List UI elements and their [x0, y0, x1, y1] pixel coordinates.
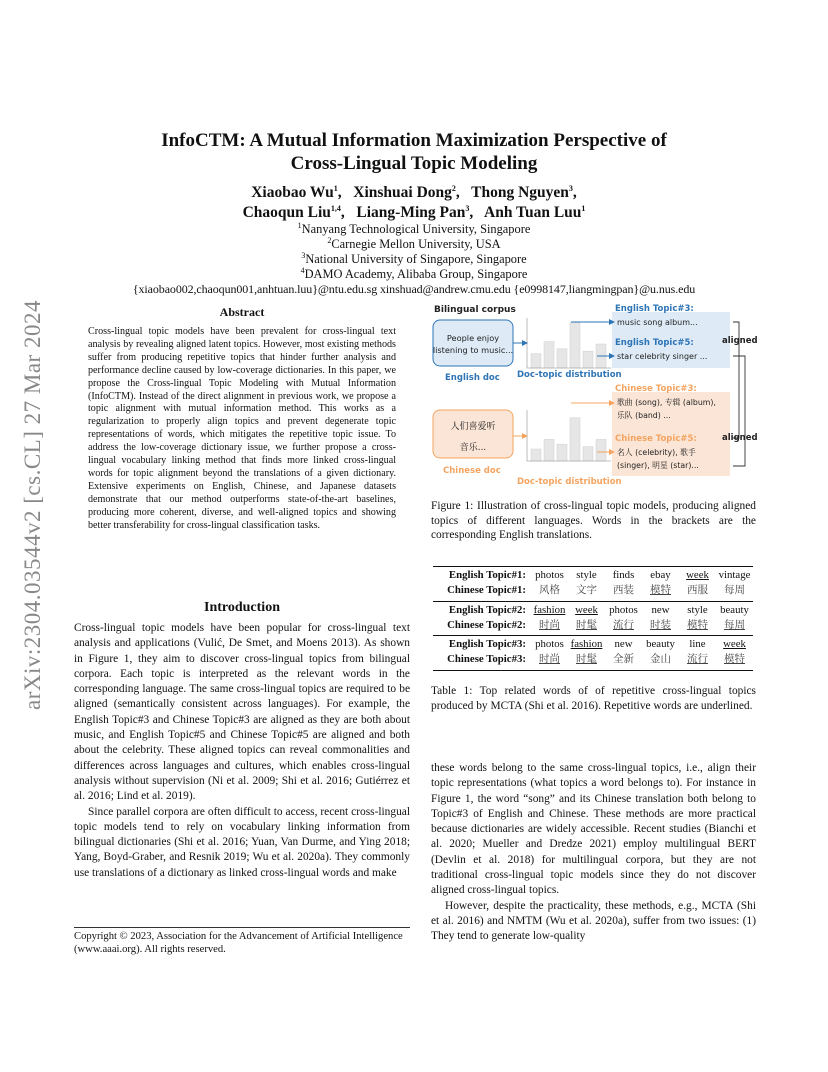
- topic-proportion-bar: [583, 447, 593, 461]
- topic-word: [642, 583, 679, 598]
- topic-proportion-bar: [596, 439, 606, 461]
- topic-word-text: 风格: [539, 584, 560, 597]
- topic-word: [568, 603, 605, 618]
- topic-word-text: week: [575, 603, 598, 616]
- topic-word: [716, 583, 753, 598]
- chinese-doc-label: Chinese doc: [443, 466, 501, 476]
- affil-sup: 1: [297, 220, 302, 230]
- table-row: [433, 637, 753, 652]
- bilingual-corpus-label: Bilingual corpus: [434, 305, 516, 315]
- topic-word-text: 每周: [724, 618, 745, 631]
- en-doc-topic-bars: [531, 322, 606, 368]
- topic-proportion-bar: [557, 444, 567, 461]
- introduction-heading: Introduction: [204, 600, 280, 615]
- author-sup: 1: [333, 183, 338, 193]
- author-line-1: Xiaobao Wu$^1$, Xinshuai Dong$^2$, Thong Nguyen$^3$,: [251, 183, 577, 201]
- arxiv-identifier: arXiv:2304.03544v2 [cs.CL] 27 Mar 2024: [20, 300, 45, 710]
- aligned-label-1: aligned: [722, 336, 758, 346]
- topic-word: [716, 603, 753, 618]
- topic-word-text: 流行: [613, 618, 634, 631]
- topic-word-text: 时装: [650, 618, 671, 631]
- topic-word: [679, 618, 716, 633]
- topic-word-text: 西装: [613, 584, 634, 597]
- topic-word-text: ebay: [650, 569, 671, 581]
- author-name: Liang-Ming Pan: [356, 204, 466, 221]
- topic-word: [642, 637, 679, 652]
- english-doc-box: [433, 320, 513, 366]
- intro-paragraph-2: Since parallel corpora are often difficult to access, recent cross-lingual topic models tend to rely on vocabulary linking information from bilingual dictionaries (Shi et al. 2016; Yuan, Van Durme, and Ying 2018; Yang, Boyd-Graber, and Resnik 2019; Wu et al. 2020a). They commonly use translations of a dictionary as linked cross-lingual words and make: [74, 805, 410, 879]
- affil-name: Nanyang Technological University, Singapore: [301, 222, 531, 236]
- en-topic3-words: music song album...: [617, 318, 698, 327]
- en-topic5-label: English Topic#5:: [615, 338, 694, 348]
- topic-word-text: 时髦: [576, 618, 597, 631]
- affiliation: [80, 252, 748, 267]
- topic-word-text: line: [689, 638, 706, 651]
- zh-topic5-line1: 名人 (celebrity), 歌手: [617, 448, 696, 457]
- topic-proportion-bar: [544, 439, 554, 461]
- table-1-caption: Table 1: Top related words of of repetitive cross-lingual topics produced by MCTA (Shi et al. 2016). Repetitive words are underlined.: [431, 685, 756, 712]
- table-topic-group: [433, 602, 753, 636]
- author-name: Chaoqun Liu: [242, 204, 331, 221]
- topic-proportion-bar: [531, 354, 541, 368]
- zh-doc-text-1: 人们喜爱听: [450, 422, 496, 432]
- table-bottom-rule: [433, 670, 753, 671]
- affil-name: Carnegie Mellon University, USA: [331, 237, 501, 251]
- topic-proportion-bar: [570, 418, 580, 461]
- topic-word: [531, 618, 568, 633]
- topic-word-text: week: [686, 569, 709, 581]
- zh-doc-topic-distribution-label: Doc-topic distribution: [517, 477, 622, 487]
- topic-word-text: vintage: [718, 569, 751, 581]
- table-1: [433, 566, 753, 671]
- topic-word: [568, 618, 605, 633]
- topic-word: [568, 583, 605, 598]
- topic-label: Chinese Topic#2:: [447, 618, 526, 631]
- title-line-2: Cross-Lingual Topic Modeling: [290, 153, 538, 174]
- topic-word-text: fashion: [533, 603, 566, 616]
- table-topic-group: [433, 636, 753, 670]
- affil-sup: 2: [327, 235, 332, 245]
- zh-topic3-label: Chinese Topic#3:: [615, 384, 697, 394]
- copyright-footnote: [74, 927, 410, 956]
- topic-word: [531, 603, 568, 618]
- introduction-body: [74, 621, 410, 881]
- topic-word: [605, 583, 642, 598]
- topic-word-text: week: [723, 638, 746, 651]
- topic-word: [605, 603, 642, 618]
- topic-proportion-bar: [544, 342, 554, 368]
- table-body: [433, 567, 753, 670]
- topic-word-text: 每周: [724, 584, 745, 597]
- right-paragraph-2: However, despite the practicality, these methods, e.g., MCTA (Shi et al. 2016) and NMTM (Wu et al. 2020a), suffer from two issues: (1) They tend to generate low-quality: [431, 899, 756, 943]
- topic-word: [568, 637, 605, 652]
- affil-name: National University of Singapore, Singapore: [305, 252, 527, 266]
- author-name: Anh Tuan Luu: [484, 204, 582, 221]
- topic-word: [679, 583, 716, 598]
- author-sup: 3: [568, 183, 573, 193]
- topic-word: [716, 637, 753, 652]
- topic-word-text: style: [576, 569, 597, 581]
- aligned-label-2: aligned: [722, 433, 758, 443]
- topic-word-text: 全新: [613, 653, 634, 666]
- topic-word-text: photos: [535, 569, 564, 581]
- topic-word: [568, 568, 605, 583]
- topic-word-text: finds: [612, 569, 635, 581]
- affiliation: [80, 267, 748, 282]
- topic-word-text: style: [687, 603, 708, 616]
- topic-word: [679, 603, 716, 618]
- topic-label: Chinese Topic#3:: [447, 653, 526, 666]
- zh-topic5-line2: (singer), 明星 (star)...: [617, 461, 699, 470]
- author-name: Xiaobao Wu: [251, 184, 334, 201]
- figure-1-caption: Figure 1: Illustration of cross-lingual topic models, producing aligned topics of different languages. Words in the brackets are the corresponding English translations.: [431, 500, 756, 541]
- topic-word: [605, 652, 642, 667]
- affil-sup: 4: [300, 265, 305, 275]
- zh-topic5-label: Chinese Topic#5:: [615, 434, 697, 444]
- zh-doc-text-2: 音乐...: [459, 443, 487, 453]
- topic-word-text: 模特: [724, 653, 745, 666]
- author-sup: 1,4: [330, 203, 341, 213]
- topic-label: English Topic#1:: [448, 569, 526, 581]
- copyright-text: Copyright © 2023, Association for the Advancement of Artificial Intelligence (www.aaai.org). All rights reserved.: [74, 931, 403, 955]
- topic-word-text: fashion: [570, 638, 603, 651]
- topic-word-text: 金山: [650, 653, 671, 666]
- topic-word-text: new: [614, 638, 633, 651]
- topic-proportion-bar: [583, 351, 593, 368]
- topic-word: [716, 618, 753, 633]
- abstract-body: Cross-lingual topic models have been prevalent for cross-lingual text analysis by revealing aligned latent topics. However, most existing methods suffer from producing repetitive topics that hinder further analysis and performance decline caused by low-coverage dictionaries. In this paper, we propose the Cross-lingual Topic Modeling with Mutual Information (InfoCTM). Instead of the direct alignment in previous work, we propose a topic alignment with mutual information method. This works as a regularization to properly align topics and prevent degenerate topic representations of words, which mitigates the repetitive topic issue. To address the low-coverage dictionary issue, we further propose a cross-lingual vocabulary linking method that finds more linked cross-lingual words for topic alignment beyond the translations of a given dictionary. Extensive experiments on English, Chinese, and Japanese datasets demonstrate that our method outperforms state-of-the-art baselines, producing more coherent, diverse, and well-aligned topics and showing better transferability for cross-lingual classification tasks.: [88, 326, 396, 531]
- topic-word: [679, 637, 716, 652]
- zh-topic3-line1: 歌曲 (song), 专辑 (album),: [617, 398, 716, 407]
- topic-label: English Topic#2:: [448, 603, 526, 616]
- en-doc-topic-distribution-label: Doc-topic distribution: [517, 370, 622, 380]
- table-row: [433, 568, 753, 583]
- paper-title: [80, 129, 748, 175]
- author-sup: 2: [451, 183, 456, 193]
- topic-proportion-bar: [531, 449, 541, 461]
- topic-word-text: beauty: [646, 638, 675, 651]
- topic-word: [568, 652, 605, 667]
- right-paragraph-1: these words belong to the same cross-lingual topics, i.e., align their topic representations (what topics a word belongs to). For instance in Figure 1, the word “song” and its Chinese translation both belong to Topic#3 of English and Chinese. These methods are more practical because dictionaries are widely accessible. Recent studies (Bianchi et al. 2020; Mueller and Dredze 2021) employ multilingual BERT (Devlin et al. 2018) for multilingual corpora, but they are not traditional cross-lingual topic models since they do not discover aligned cross-lingual topics.: [431, 762, 756, 897]
- table-row: [433, 652, 753, 667]
- topic-word: [716, 652, 753, 667]
- topic-word-text: 西服: [687, 584, 708, 597]
- topic-word: [642, 652, 679, 667]
- affil-sup: 3: [301, 250, 306, 260]
- topic-word: [605, 568, 642, 583]
- en-topic5-words: star celebrity singer ...: [617, 352, 708, 361]
- topic-word-text: 流行: [687, 653, 708, 666]
- table-topic-group: [433, 567, 753, 601]
- topic-word: [531, 637, 568, 652]
- english-doc-label: English doc: [445, 373, 500, 383]
- topic-label: Chinese Topic#1:: [447, 584, 526, 597]
- affil-name: DAMO Academy, Alibaba Group, Singapore: [304, 267, 528, 281]
- author-name: Xinshuai Dong: [353, 184, 452, 201]
- affiliations: [80, 222, 748, 297]
- topic-word-text: beauty: [720, 603, 749, 616]
- topic-word: [531, 583, 568, 598]
- topic-word: [642, 568, 679, 583]
- author-sup: 1: [581, 203, 586, 213]
- email-line: {xiaobao002,chaoqun001,anhtuan.luu}@ntu.edu.sg xinshuad@andrew.cmu.edu {e0998147,liangmingpan}@u.nus.edu: [132, 282, 696, 296]
- table-row: [433, 603, 753, 618]
- topic-word: [531, 568, 568, 583]
- author-sup: 3: [465, 203, 470, 213]
- topic-proportion-bar: [557, 349, 567, 368]
- topic-word-text: 时尚: [539, 618, 560, 631]
- topic-label: English Topic#3:: [448, 638, 526, 651]
- topic-word-text: new: [651, 603, 670, 616]
- en-doc-text-2: listening to music...: [432, 345, 514, 355]
- topic-word: [642, 618, 679, 633]
- topic-word-text: 文字: [576, 584, 597, 597]
- topic-word: [642, 603, 679, 618]
- author-name: Thong Nguyen: [471, 184, 569, 201]
- author-line-2: Chaoqun Liu$^{1,4}$, Liang-Ming Pan$^3$, Anh Tuan Luu$^1$: [242, 203, 586, 221]
- topic-word: [679, 652, 716, 667]
- topic-word-text: 时髦: [576, 653, 597, 666]
- title-line-1: InfoCTM: A Mutual Information Maximization Perspective of: [161, 130, 667, 151]
- topic-word-text: 模特: [687, 618, 708, 631]
- topic-word-text: 时尚: [539, 653, 560, 666]
- arxiv-sidebar-stamp: [10, 280, 70, 710]
- intro-paragraph-1: Cross-lingual topic models have been popular for cross-lingual text analysis and applications (Vulić, De Smet, and Moens 2013). As shown in Figure 1, they aim to discover cross-lingual topics from bilingual corpora. Each topic is interpreted as the relevant words in the corresponding language. The same cross-lingual topics are required to be aligned (semantically consistent across languages). For example, the English Topic#3 and Chinese Topic#3 are aligned as they are both about music, and English Topic#5 and Chinese Topic#5 are aligned and both about the celebrity. These aligned topics can reveal commonalities and differences across languages and cultures, which enables cross-lingual analysis without supervision (Ni et al. 2009; Shi et al. 2016; Gutiérrez et al. 2016; Lind et al. 2019).: [74, 622, 410, 803]
- author-list: [80, 183, 748, 223]
- right-column-body: [431, 761, 756, 945]
- topic-word: [679, 568, 716, 583]
- topic-proportion-bar: [570, 322, 580, 368]
- figure-1-diagram: [431, 298, 761, 488]
- en-topic3-label: English Topic#3:: [615, 304, 694, 314]
- abstract-heading: Abstract: [219, 305, 265, 319]
- zh-topic3-line2: 乐队 (band) ...: [617, 411, 671, 420]
- zh-doc-topic-bars: [531, 418, 606, 461]
- topic-word-text: photos: [535, 638, 564, 651]
- en-doc-text-1: People enjoy: [446, 333, 500, 343]
- topic-word: [605, 618, 642, 633]
- table-row: [433, 618, 753, 633]
- topic-word: [531, 652, 568, 667]
- affiliation: [80, 237, 748, 252]
- topic-word: [605, 637, 642, 652]
- topic-word-text: 模特: [650, 584, 671, 597]
- topic-word: [716, 568, 753, 583]
- affiliation: [80, 222, 748, 237]
- topic-word-text: photos: [609, 603, 638, 616]
- table-row: [433, 583, 753, 598]
